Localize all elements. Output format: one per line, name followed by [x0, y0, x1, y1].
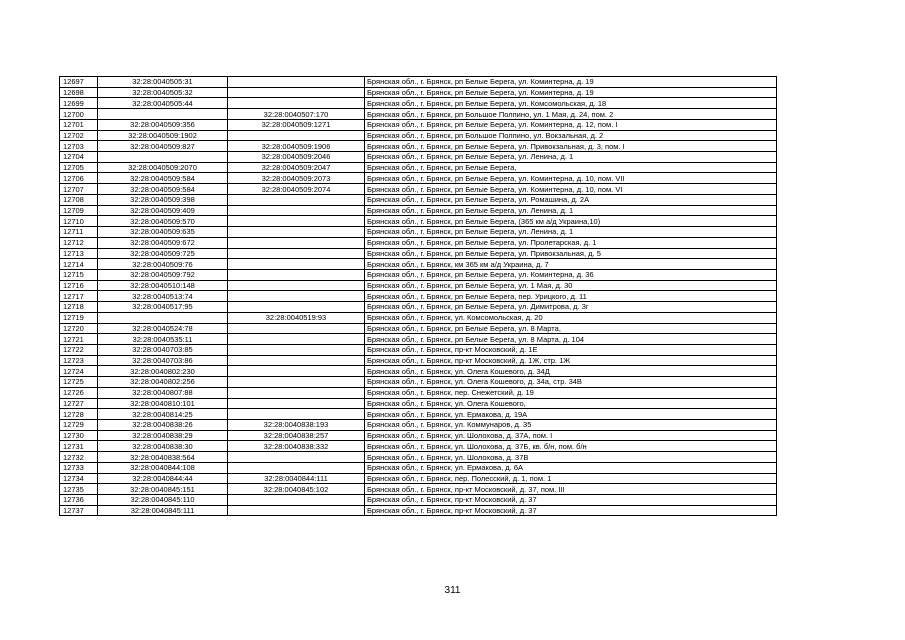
cadastral-number-cell: 32:28:0040509:570 — [98, 216, 228, 227]
related-cadastral-number-cell — [228, 237, 365, 248]
address-cell: Брянская обл., г. Брянск, ул. Олега Кошевого, д. 34а, стр. 34В — [365, 377, 777, 388]
table-row — [60, 162, 777, 173]
cadastral-number-cell: 32:28:0040509:2070 — [98, 162, 228, 173]
cadastral-number-cell: 32:28:0040509:827 — [98, 141, 228, 152]
cadastral-number-cell: 32:28:0040510:148 — [98, 280, 228, 291]
related-cadastral-number-cell — [228, 355, 365, 366]
cadastral-number-cell: 32:28:0040509:356 — [98, 119, 228, 130]
cadastral-number-cell: 32:28:0040505:44 — [98, 98, 228, 109]
cadastral-number-cell: 32:28:0040505:31 — [98, 77, 228, 88]
related-cadastral-number-cell — [228, 216, 365, 227]
row-number-cell: 12727 — [60, 398, 98, 409]
related-cadastral-number-cell: 32:28:0040845:102 — [228, 484, 365, 495]
related-cadastral-number-cell — [228, 462, 365, 473]
row-number-cell: 12708 — [60, 194, 98, 205]
related-cadastral-number-cell — [228, 452, 365, 463]
related-cadastral-number-cell: 32:28:0040509:1906 — [228, 141, 365, 152]
row-number-cell: 12730 — [60, 430, 98, 441]
cadastral-number-cell: 32:28:0040703:85 — [98, 344, 228, 355]
related-cadastral-number-cell — [228, 291, 365, 302]
address-cell: Брянская обл., г. Брянск, рп Белые Берега, ул. Коминтерна, д. 10, пом. VII — [365, 173, 777, 184]
cadastral-number-cell: 32:28:0040802:256 — [98, 377, 228, 388]
row-number-cell: 12729 — [60, 420, 98, 431]
row-number-cell: 12700 — [60, 109, 98, 120]
table-row — [60, 109, 777, 120]
address-cell: Брянская обл., г. Брянск, рп Белые Берега, — [365, 162, 777, 173]
related-cadastral-number-cell — [228, 387, 365, 398]
related-cadastral-number-cell: 32:28:0040509:1271 — [228, 119, 365, 130]
related-cadastral-number-cell — [228, 323, 365, 334]
table-row — [60, 409, 777, 420]
address-cell: Брянская обл., г. Брянск, рп Белые Берега, ул. Коминтерна, д. 36 — [365, 269, 777, 280]
row-number-cell: 12723 — [60, 355, 98, 366]
table-row — [60, 205, 777, 216]
related-cadastral-number-cell: 32:28:0040844:111 — [228, 473, 365, 484]
related-cadastral-number-cell — [228, 334, 365, 345]
table-row — [60, 377, 777, 388]
address-cell: Брянская обл., г. Брянск, ул. Коммунаров, д. 35 — [365, 420, 777, 431]
table-row — [60, 141, 777, 152]
table-row — [60, 473, 777, 484]
address-cell: Брянская обл., г. Брянск, рп Белые Берега, ул. 1 Мая, д. 30 — [365, 280, 777, 291]
table-row — [60, 505, 777, 516]
address-cell: Брянская обл., г. Брянск, рп Белые Берега, ул. Ленина, д. 1 — [365, 227, 777, 238]
table-row — [60, 302, 777, 313]
row-number-cell: 12728 — [60, 409, 98, 420]
table-row — [60, 334, 777, 345]
table-row — [60, 194, 777, 205]
row-number-cell: 12711 — [60, 227, 98, 238]
related-cadastral-number-cell — [228, 344, 365, 355]
table-row — [60, 441, 777, 452]
related-cadastral-number-cell — [228, 269, 365, 280]
address-cell: Брянская обл., г. Брянск, рп Белые Берега, ул. Пролетарская, д. 1 — [365, 237, 777, 248]
table-row — [60, 462, 777, 473]
table-row — [60, 344, 777, 355]
row-number-cell: 12722 — [60, 344, 98, 355]
row-number-cell: 12736 — [60, 495, 98, 506]
address-cell: Брянская обл., г. Брянск, рп Белые Берега, пер. Урицкого, д. 11 — [365, 291, 777, 302]
row-number-cell: 12710 — [60, 216, 98, 227]
related-cadastral-number-cell: 32:28:0040838:193 — [228, 420, 365, 431]
address-cell: Брянская обл., г. Брянск, рп Белые Берега, ул. Коминтерна, д. 12, пом. I — [365, 119, 777, 130]
row-number-cell: 12716 — [60, 280, 98, 291]
related-cadastral-number-cell — [228, 130, 365, 141]
address-cell: Брянская обл., г. Брянск, рп Белые Берега, ул. Ленина, д. 1 — [365, 205, 777, 216]
address-cell: Брянская обл., г. Брянск, пер. Снежетский, д. 19 — [365, 387, 777, 398]
address-cell: Брянская обл., г. Брянск, рп Белые Берега, ул. Ромашина, д. 2А — [365, 194, 777, 205]
address-cell: Брянская обл., г. Брянск, пр-кт Московский, д. 37 — [365, 505, 777, 516]
address-cell: Брянская обл., г. Брянск, ул. Шолохова, д. 37Б, кв. б/н, пом. б/н — [365, 441, 777, 452]
related-cadastral-number-cell — [228, 205, 365, 216]
row-number-cell: 12721 — [60, 334, 98, 345]
table-row — [60, 119, 777, 130]
table-row — [60, 269, 777, 280]
cadastral-number-cell: 32:28:0040509:725 — [98, 248, 228, 259]
cadastral-number-cell: 32:28:0040509:584 — [98, 184, 228, 195]
related-cadastral-number-cell — [228, 398, 365, 409]
row-number-cell: 12724 — [60, 366, 98, 377]
cadastral-number-cell: 32:28:0040703:86 — [98, 355, 228, 366]
cadastral-number-cell: 32:28:0040814:25 — [98, 409, 228, 420]
address-cell: Брянская обл., г. Брянск, рп Белые Берега, ул. Ленина, д. 1 — [365, 152, 777, 163]
cadastral-number-cell — [98, 312, 228, 323]
row-number-cell: 12701 — [60, 119, 98, 130]
address-cell: Брянская обл., г. Брянск, рп Белые Берега, ул. Комсомольская, д. 18 — [365, 98, 777, 109]
row-number-cell: 12718 — [60, 302, 98, 313]
table-row — [60, 387, 777, 398]
address-cell: Брянская обл., г. Брянск, ул. Шолохова, д. 37В — [365, 452, 777, 463]
address-cell: Брянская обл., г. Брянск, пр-кт Московский, д. 1Ж, стр. 1Ж — [365, 355, 777, 366]
row-number-cell: 12698 — [60, 87, 98, 98]
address-cell: Брянская обл., г. Брянск, рп Белые Берега, ул. Коминтерна, д. 10, пом. VI — [365, 184, 777, 195]
related-cadastral-number-cell — [228, 280, 365, 291]
table-row — [60, 87, 777, 98]
address-cell: Брянская обл., г. Брянск, ул. Комсомольская, д. 20 — [365, 312, 777, 323]
address-cell: Брянская обл., г. Брянск, пр-кт Московский, д. 1Е — [365, 344, 777, 355]
row-number-cell: 12712 — [60, 237, 98, 248]
row-number-cell: 12706 — [60, 173, 98, 184]
related-cadastral-number-cell: 32:28:0040509:2046 — [228, 152, 365, 163]
cadastral-number-cell: 32:28:0040838:29 — [98, 430, 228, 441]
cadastral-number-cell: 32:28:0040838:564 — [98, 452, 228, 463]
table-row — [60, 98, 777, 109]
address-cell: Брянская обл., г. Брянск, рп Белые Берега, ул. Коминтерна, д. 19 — [365, 87, 777, 98]
cadastral-number-cell: 32:28:0040524:78 — [98, 323, 228, 334]
cadastral-number-cell: 32:28:0040810:101 — [98, 398, 228, 409]
related-cadastral-number-cell — [228, 77, 365, 88]
table-row — [60, 77, 777, 88]
related-cadastral-number-cell — [228, 227, 365, 238]
address-cell: Брянская обл., г. Брянск, рп Белые Берега, ул. 8 Марта, д. 104 — [365, 334, 777, 345]
address-cell: Брянская обл., г. Брянск, рп Белые Берега, ул. Коминтерна, д. 19 — [365, 77, 777, 88]
registry-table — [59, 76, 777, 516]
row-number-cell: 12732 — [60, 452, 98, 463]
row-number-cell: 12707 — [60, 184, 98, 195]
related-cadastral-number-cell — [228, 87, 365, 98]
table-row — [60, 227, 777, 238]
related-cadastral-number-cell — [228, 366, 365, 377]
row-number-cell: 12733 — [60, 462, 98, 473]
row-number-cell: 12713 — [60, 248, 98, 259]
cadastral-number-cell: 32:28:0040513:74 — [98, 291, 228, 302]
table-row — [60, 366, 777, 377]
related-cadastral-number-cell: 32:28:0040838:257 — [228, 430, 365, 441]
row-number-cell: 12717 — [60, 291, 98, 302]
cadastral-number-cell: 32:28:0040838:26 — [98, 420, 228, 431]
row-number-cell: 12697 — [60, 77, 98, 88]
address-cell: Брянская обл., г. Брянск, рп Большое Полпино, ул. Вокзальная, д. 2 — [365, 130, 777, 141]
address-cell: Брянская обл., г. Брянск, рп Белые Берега, (365 км а/д Украина,10) — [365, 216, 777, 227]
table-row — [60, 248, 777, 259]
table-row — [60, 355, 777, 366]
row-number-cell: 12719 — [60, 312, 98, 323]
related-cadastral-number-cell: 32:28:0040519:93 — [228, 312, 365, 323]
table-row — [60, 312, 777, 323]
related-cadastral-number-cell — [228, 194, 365, 205]
table-row — [60, 452, 777, 463]
address-cell: Брянская обл., г. Брянск, рп Белые Берега, ул. Привокзальная, д. 3, пом. I — [365, 141, 777, 152]
address-cell: Брянская обл., г. Брянск, пр-кт Московский, д. 37, пом. III — [365, 484, 777, 495]
cadastral-number-cell: 32:28:0040535:11 — [98, 334, 228, 345]
row-number-cell: 12704 — [60, 152, 98, 163]
cadastral-number-cell — [98, 152, 228, 163]
cadastral-number-cell: 32:28:0040509:635 — [98, 227, 228, 238]
row-number-cell: 12715 — [60, 269, 98, 280]
address-cell: Брянская обл., г. Брянск, ул. Олега Кошевого, д. 34Д — [365, 366, 777, 377]
cadastral-number-cell: 32:28:0040509:1902 — [98, 130, 228, 141]
related-cadastral-number-cell — [228, 259, 365, 270]
table-row — [60, 420, 777, 431]
cadastral-number-cell: 32:28:0040807:88 — [98, 387, 228, 398]
registry-table-body — [60, 77, 777, 516]
cadastral-number-cell: 32:28:0040517:95 — [98, 302, 228, 313]
table-row — [60, 184, 777, 195]
table-row — [60, 173, 777, 184]
cadastral-number-cell: 32:28:0040845:111 — [98, 505, 228, 516]
table-row — [60, 495, 777, 506]
cadastral-number-cell: 32:28:0040509:672 — [98, 237, 228, 248]
cadastral-number-cell: 32:28:0040509:409 — [98, 205, 228, 216]
address-cell: Брянская обл., г. Брянск, пер. Полесский, д. 1, пом. 1 — [365, 473, 777, 484]
related-cadastral-number-cell — [228, 409, 365, 420]
cadastral-number-cell: 32:28:0040844:108 — [98, 462, 228, 473]
row-number-cell: 12726 — [60, 387, 98, 398]
table-row — [60, 398, 777, 409]
page-number: 311 — [444, 585, 461, 596]
row-number-cell: 12714 — [60, 259, 98, 270]
table-row — [60, 430, 777, 441]
row-number-cell: 12737 — [60, 505, 98, 516]
address-cell: Брянская обл., г. Брянск, ул. Ермакова, д. 19А — [365, 409, 777, 420]
related-cadastral-number-cell — [228, 495, 365, 506]
address-cell: Брянская обл., г. Брянск, ул. Ермакова, д. 6А — [365, 462, 777, 473]
row-number-cell: 12705 — [60, 162, 98, 173]
related-cadastral-number-cell — [228, 248, 365, 259]
cadastral-number-cell: 32:28:0040509:792 — [98, 269, 228, 280]
row-number-cell: 12702 — [60, 130, 98, 141]
row-number-cell: 12734 — [60, 473, 98, 484]
row-number-cell: 12725 — [60, 377, 98, 388]
table-row — [60, 152, 777, 163]
row-number-cell: 12735 — [60, 484, 98, 495]
address-cell: Брянская обл., г. Брянск, км 365 км а/д Украина, д. 7 — [365, 259, 777, 270]
row-number-cell: 12709 — [60, 205, 98, 216]
related-cadastral-number-cell: 32:28:0040509:2074 — [228, 184, 365, 195]
cadastral-number-cell: 32:28:0040844:44 — [98, 473, 228, 484]
table-row — [60, 237, 777, 248]
address-cell: Брянская обл., г. Брянск, рп Белые Берега, ул. Димитрова, д. 3г — [365, 302, 777, 313]
related-cadastral-number-cell — [228, 377, 365, 388]
table-row — [60, 216, 777, 227]
table-row — [60, 280, 777, 291]
row-number-cell: 12731 — [60, 441, 98, 452]
cadastral-number-cell: 32:28:0040509:584 — [98, 173, 228, 184]
cadastral-number-cell: 32:28:0040802:230 — [98, 366, 228, 377]
address-cell: Брянская обл., г. Брянск, ул. Олега Кошевого, — [365, 398, 777, 409]
table-row — [60, 130, 777, 141]
related-cadastral-number-cell — [228, 302, 365, 313]
cadastral-number-cell: 32:28:0040838:30 — [98, 441, 228, 452]
cadastral-number-cell: 32:28:0040845:110 — [98, 495, 228, 506]
row-number-cell: 12699 — [60, 98, 98, 109]
address-cell: Брянская обл., г. Брянск, рп Большое Полпино, ул. 1 Мая, д. 24, пом. 2 — [365, 109, 777, 120]
cadastral-number-cell: 32:28:0040505:32 — [98, 87, 228, 98]
row-number-cell: 12720 — [60, 323, 98, 334]
table-row — [60, 291, 777, 302]
cadastral-number-cell: 32:28:0040845:151 — [98, 484, 228, 495]
address-cell: Брянская обл., г. Брянск, рп Белые Берега, ул. 8 Марта, — [365, 323, 777, 334]
address-cell: Брянская обл., г. Брянск, ул. Шолохова, д. 37А, пом. I — [365, 430, 777, 441]
cadastral-number-cell: 32:28:0040509:76 — [98, 259, 228, 270]
related-cadastral-number-cell: 32:28:0040509:2047 — [228, 162, 365, 173]
address-cell: Брянская обл., г. Брянск, рп Белые Берега, ул. Привокзальная, д. 5 — [365, 248, 777, 259]
table-row — [60, 259, 777, 270]
related-cadastral-number-cell — [228, 505, 365, 516]
cadastral-number-cell — [98, 109, 228, 120]
table-row — [60, 323, 777, 334]
row-number-cell: 12703 — [60, 141, 98, 152]
related-cadastral-number-cell: 32:28:0040509:2073 — [228, 173, 365, 184]
address-cell: Брянская обл., г. Брянск, пр-кт Московский, д. 37 — [365, 495, 777, 506]
related-cadastral-number-cell: 32:28:0040507:170 — [228, 109, 365, 120]
related-cadastral-number-cell: 32:28:0040838:332 — [228, 441, 365, 452]
related-cadastral-number-cell — [228, 98, 365, 109]
table-row — [60, 484, 777, 495]
cadastral-number-cell: 32:28:0040509:398 — [98, 194, 228, 205]
